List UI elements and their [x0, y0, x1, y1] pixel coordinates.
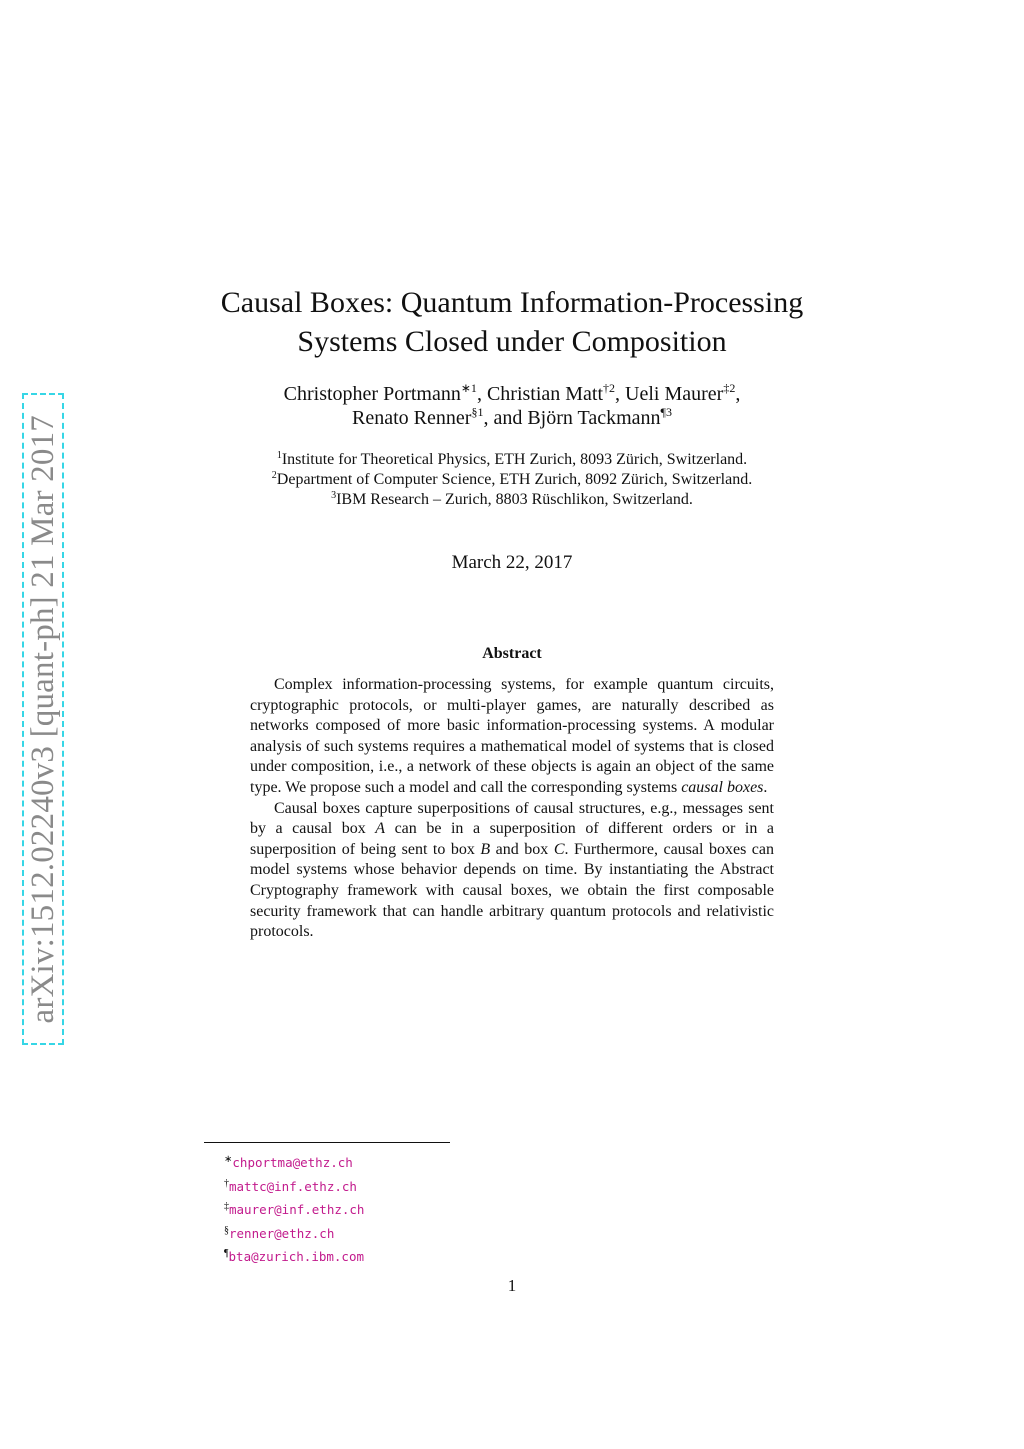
abstract-heading: Abstract — [482, 645, 542, 662]
abstract-text: . — [763, 778, 768, 796]
email-link[interactable]: maurer@inf.ethz.ch — [229, 1202, 365, 1218]
author-mark: ∗1 — [460, 381, 477, 395]
footnote — [224, 1221, 364, 1245]
author-name: Renato Renner — [352, 407, 472, 429]
title-line-1: Causal Boxes: Quantum Information-Processing — [220, 286, 804, 319]
affiliation — [0, 450, 1024, 470]
footnote — [224, 1150, 364, 1174]
author-separator: , — [735, 383, 741, 405]
affiliation-text: Institute for Theoretical Physics, ETH Zurich, 8093 Zürich, Switzerland. — [281, 451, 748, 468]
affiliation-text: IBM Research – Zurich, 8803 Rüschlikon, Switzerland. — [336, 491, 693, 508]
page-number: 1 — [507, 1276, 517, 1295]
abstract-text: and box — [490, 840, 554, 858]
footnote-rule — [204, 1142, 450, 1143]
abstract-text: can be in a superposition of different orders or in a superposition of being sent to box — [250, 820, 775, 858]
abstract-text: Causal boxes capture superpositions of causal structures, e.g., messages sent by a causal box — [250, 799, 774, 838]
footnote-mark: § — [224, 1224, 229, 1236]
affiliations — [0, 450, 1024, 510]
email-link[interactable]: renner@ethz.ch — [229, 1225, 335, 1241]
author-name: Ueli Maurer — [625, 383, 724, 405]
footnote — [224, 1197, 364, 1221]
footnote-mark: ‡ — [224, 1201, 229, 1213]
affiliation — [0, 490, 1024, 510]
abstract-paragraph-2 — [250, 799, 774, 943]
abstract-text: . Furthermore, causal boxes can model systems whose behavior depends on time. By instantiating the Abstract Cryptography framework with causal boxes, we obtain the first composable security framework that can handle arbitrary quantum protocols and relativistic protocols. — [250, 840, 775, 941]
math-symbol: C — [553, 840, 565, 858]
footnote-mark: ¶ — [224, 1248, 229, 1260]
affiliation-number: 3 — [331, 490, 337, 501]
affiliation-number: 1 — [276, 450, 282, 461]
email-link[interactable]: bta@zurich.ibm.com — [228, 1249, 364, 1265]
author-mark: §1 — [471, 405, 484, 419]
author-separator: , — [476, 383, 487, 405]
footnote — [224, 1244, 364, 1268]
abstract-text: Complex information-processing systems, for example quantum circuits, cryptographic protocols, or multi-player games, are naturally described as networks composed of more basic information-processing systems. A modular analysis of such systems requires a mathematical model of systems that is closed under composition, i.e., a network of these objects is again an object of the same type. We propose such a model and call the corresponding systems — [250, 676, 774, 796]
arxiv-stamp-text: arXiv:1512.02240v3 [quant-ph] 21 Mar 2017 — [24, 414, 61, 1024]
abstract-emphasis: causal boxes — [681, 778, 764, 796]
abstract-paragraph-1 — [250, 675, 774, 799]
footnote-mark: † — [224, 1177, 229, 1189]
footnote-mark: ∗ — [224, 1154, 233, 1165]
abstract-body — [250, 675, 774, 943]
email-link[interactable]: mattc@inf.ethz.ch — [229, 1178, 357, 1194]
author-mark: †2 — [603, 381, 616, 395]
title-line-2: Systems Closed under Composition — [297, 325, 727, 358]
email-link[interactable]: chportma@ethz.ch — [232, 1155, 353, 1170]
affiliation-number: 2 — [271, 470, 277, 481]
author-mark: ‡2 — [723, 381, 736, 395]
author-separator: , — [615, 383, 626, 405]
math-symbol: B — [480, 840, 491, 858]
author-list — [0, 382, 1024, 430]
author-separator: , and — [483, 407, 528, 429]
affiliation — [0, 470, 1024, 490]
footnotes — [224, 1150, 364, 1268]
footnote — [224, 1174, 364, 1198]
paper-title — [0, 283, 1024, 361]
author-name: Björn Tackmann — [527, 407, 661, 429]
math-symbol: A — [375, 820, 386, 838]
author-line-2 — [0, 406, 1024, 430]
author-name: Christian Matt — [486, 383, 604, 405]
affiliation-text: Department of Computer Science, ETH Zurich, 8092 Zürich, Switzerland. — [276, 471, 753, 488]
publication-date: March 22, 2017 — [451, 552, 573, 573]
author-line-1 — [0, 382, 1024, 406]
author-name: Christopher Portmann — [283, 383, 461, 405]
author-mark: ¶3 — [660, 405, 672, 419]
